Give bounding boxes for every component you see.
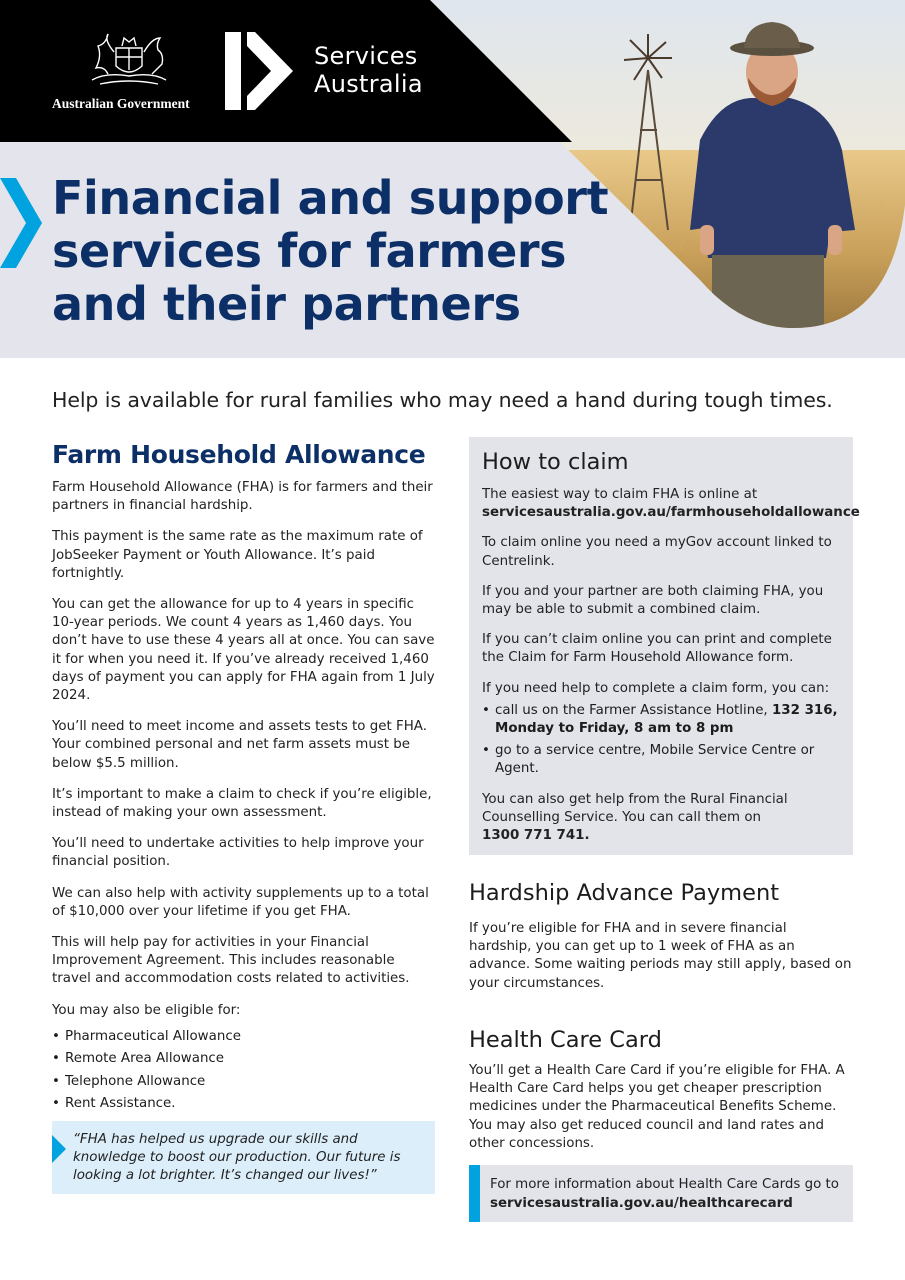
claim-paragraph [482, 791, 840, 846]
services-australia-wordmark [314, 42, 423, 98]
hardship-heading: Hardship Advance Payment [469, 880, 780, 906]
list-item: • Pharmaceutical Allowance [52, 1026, 437, 1049]
brand-line-2: Australia [314, 70, 423, 98]
fha-paragraph: You may also be eligible for: [52, 1002, 241, 1018]
accent-bar [469, 1165, 480, 1222]
claim-paragraph: To claim online you need a myGov account linked to Centrelink. [482, 535, 832, 569]
title-line-2: services for farmers [52, 224, 567, 278]
health-care-heading: Health Care Card [469, 1027, 662, 1053]
brand-line-1: Services [314, 42, 418, 70]
list-item: • Remote Area Allowance [52, 1048, 437, 1071]
rural-counselling-text: You can also get help from the Rural Financial Counselling Service. You can call them on [482, 791, 788, 825]
fha-paragraph: You’ll need to undertake activities to help improve your financial position. [52, 836, 424, 870]
claim-help-list [482, 702, 840, 779]
title-line-3: and their partners [52, 277, 521, 331]
claim-online-text: The easiest way to claim FHA is online at [482, 487, 758, 502]
how-to-claim-panel [469, 437, 860, 855]
health-care-text: You’ll get a Health Care Card if you’re eligible for FHA. A Health Care Card helps you get cheaper prescription medicines under the Pharmaceutical Benefits Scheme. You may also get reduced council and land rates and other concessions. [469, 1063, 845, 1151]
services-australia-logo-icon [225, 32, 295, 110]
fha-section [52, 440, 437, 1116]
fha-paragraph: We can also help with activity supplements up to a total of $10,000 over your lifetime if you get FHA. [52, 885, 429, 919]
health-care-info-box [469, 1165, 853, 1222]
fha-website-link[interactable]: servicesaustralia.gov.au/farmhouseholdallowance [482, 505, 860, 521]
eligible-allowances-list [52, 1026, 437, 1116]
page-title [52, 172, 632, 331]
hotline-number[interactable]: 132 316, Monday to Friday, 8 am to 8 pm [495, 702, 838, 737]
claim-paragraph: If you can’t claim online you can print and complete the Claim for Farm Household Allowance form. [482, 632, 832, 666]
claim-paragraph: If you and your partner are both claiming FHA, you may be able to submit a combined claim. [482, 583, 824, 618]
health-care-section [469, 1027, 853, 1153]
fha-paragraph: Farm Household Allowance (FHA) is for farmers and their partners in financial hardship. [52, 480, 433, 514]
claim-paragraph: If you need help to complete a claim form, you can: [482, 680, 830, 696]
intro-text: Help is available for rural families who may need a hand during tough times. [52, 388, 833, 412]
claim-paragraph [482, 486, 860, 522]
chevron-right-icon [52, 1135, 66, 1163]
fha-paragraph: You’ll need to meet income and assets tests to get FHA. Your combined personal and net farm assets must be below $5.5 million. [52, 719, 427, 771]
how-to-claim-section [469, 437, 860, 855]
info-lead-text: For more information about Health Care Cards go to [490, 1177, 839, 1192]
quote-text: “FHA has helped us upgrade our skills and knowledge to boost our production. Our future is looking a lot brighter. It’s changed our lives!” [73, 1132, 401, 1184]
title-line-1: Financial and support [52, 171, 609, 225]
coat-of-arms-icon [86, 30, 172, 92]
how-to-claim-heading: How to claim [482, 449, 629, 475]
list-item: • go to a service centre, Mobile Service Centre or Agent. [482, 742, 840, 778]
fha-paragraph: It’s important to make a claim to check if you’re eligible, instead of making your own assessment. [52, 786, 432, 821]
page-header [0, 0, 905, 358]
list-item: • Telephone Allowance [52, 1071, 437, 1094]
list-item: • Rent Assistance. [52, 1093, 437, 1116]
health-care-card-link[interactable]: servicesaustralia.gov.au/healthcarecard [490, 1196, 793, 1211]
fha-paragraph: You can get the allowance for up to 4 years in specific 10-year periods. We count 4 years as 1,460 days. You don’t have to use these 4 years all at once. You can save it for when you need it. If you’ve already received 1,460 days of payment you can apply for FHA again from 1 July 2024. [52, 597, 435, 704]
australian-government-logo [52, 30, 208, 114]
hardship-section [469, 880, 853, 993]
fha-heading: Farm Household Allowance [52, 440, 426, 469]
fha-paragraph: This will help pay for activities in your Financial Improvement Agreement. This includes reasonable travel and accommodation costs related to activities. [52, 935, 410, 987]
hotline-text: call us on the Farmer Assistance Hotline, [495, 702, 768, 718]
hardship-text: If you’re eligible for FHA and in severe financial hardship, you can get up to 1 week of FHA as an advance. Some waiting periods may still apply, based on your circumstances. [469, 921, 852, 991]
testimonial-quote [52, 1121, 435, 1194]
list-item [482, 702, 840, 738]
fha-paragraph: This payment is the same rate as the maximum rate of JobSeeker Payment or Youth Allowance. It’s paid fortnightly. [52, 529, 423, 581]
info-text [490, 1175, 840, 1213]
government-label: Australian Government [52, 96, 190, 111]
chevron-right-icon [0, 178, 42, 268]
rural-counselling-phone[interactable]: 1300 771 741. [482, 828, 590, 844]
